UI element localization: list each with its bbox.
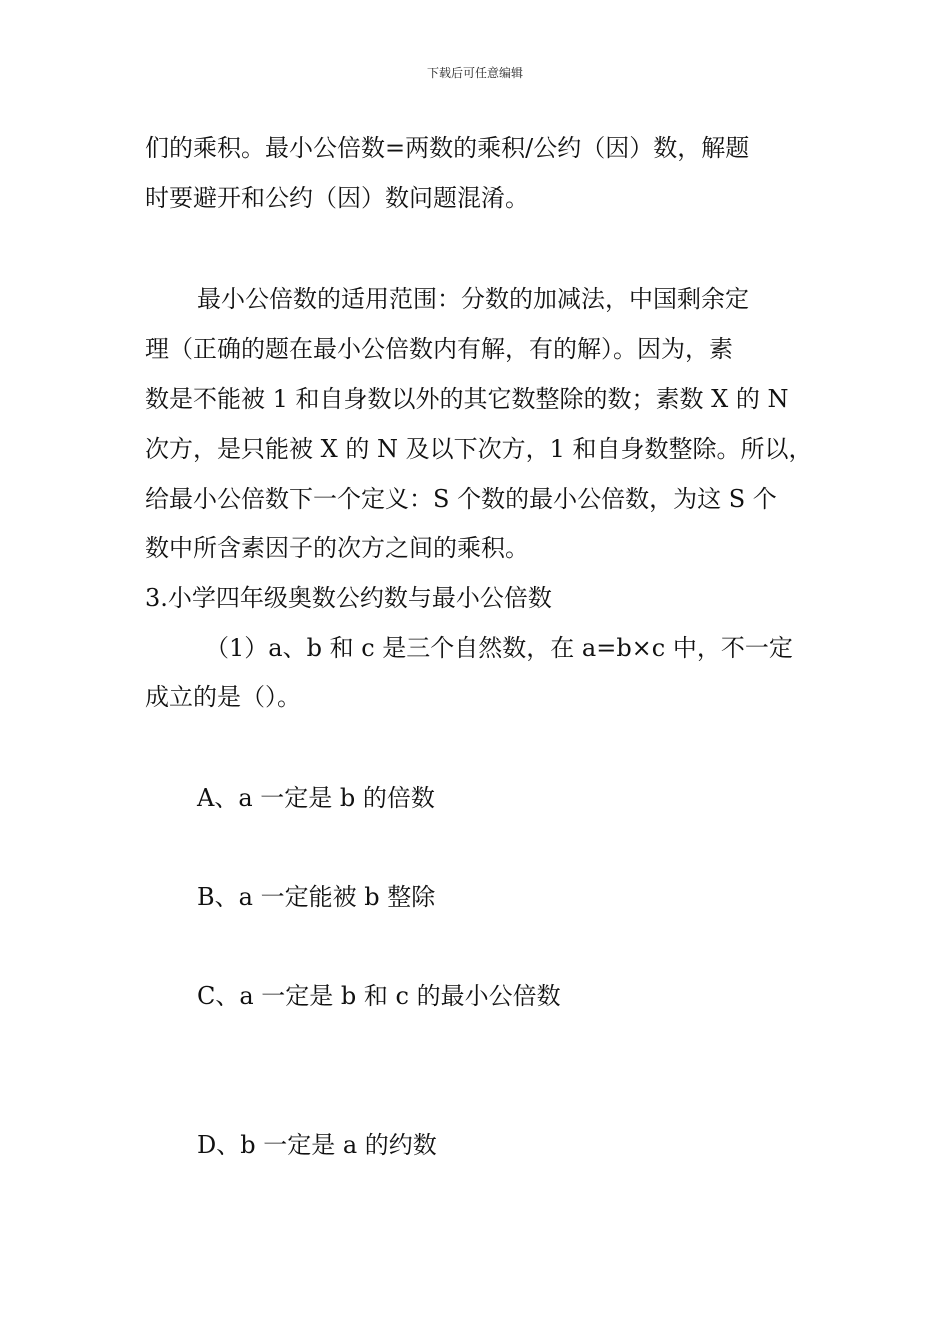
paragraph-1-line-1: 们的乘积。最小公倍数=两数的乘积/公约（因）数，解题 (145, 134, 750, 162)
paragraph-2-line-2: 理（正确的题在最小公倍数内有解，有的解）。因为，素 (145, 335, 733, 363)
paragraph-2-line-5: 给最小公倍数下一个定义：S 个数的最小公倍数，为这 S 个 (145, 485, 777, 513)
question-line-1: （1）a、b 和 c 是三个自然数，在 a=b×c 中，不一定 (205, 634, 793, 662)
option-a: A、a 一定是 b 的倍数 (197, 784, 435, 812)
option-d: D、b 一定是 a 的约数 (197, 1131, 437, 1159)
page-header-note: 下载后可任意编辑 (426, 66, 523, 80)
paragraph-2-line-6: 数中所含素因子的次方之间的乘积。 (145, 534, 529, 562)
option-c: C、a 一定是 b 和 c 的最小公倍数 (197, 982, 561, 1010)
option-b: B、a 一定能被 b 整除 (197, 883, 436, 911)
paragraph-1-line-2: 时要避开和公约（因）数问题混淆。 (145, 184, 529, 212)
paragraph-2-line-4: 次方，是只能被 X 的 N 及以下次方，1 和自身数整除。所以， (145, 435, 813, 463)
paragraph-2-line-3: 数是不能被 1 和自身数以外的其它数整除的数；素数 X 的 N (145, 385, 789, 413)
question-line-2: 成立的是（）。 (145, 683, 301, 711)
section-title: 3.小学四年级奥数公约数与最小公倍数 (145, 584, 552, 612)
paragraph-2-line-1: 最小公倍数的适用范围：分数的加减法，中国剩余定 (197, 285, 749, 313)
